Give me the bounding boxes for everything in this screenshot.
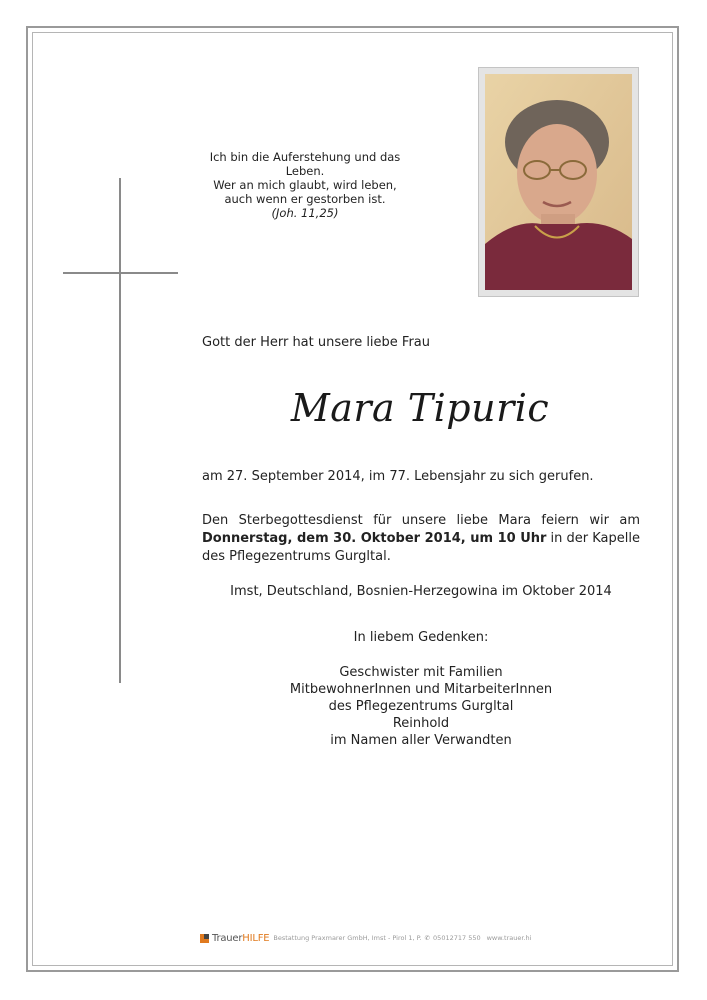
brand-name-accent: HILFE [242, 932, 270, 944]
intro-text: Gott der Herr hat unsere liebe Frau [202, 335, 431, 350]
place-and-date: Imst, Deutschland, Bosnien-Herzegowina im Oktober 2014 [230, 584, 612, 599]
portrait-image [485, 74, 632, 290]
mourner-line: des Pflegezentrums Gurgltal [328, 699, 514, 714]
brand-name-main: Trauer [212, 932, 243, 944]
mourner-line: Geschwister mit Familien [339, 665, 503, 680]
footer-web[interactable]: www.trauer.hi [486, 934, 532, 942]
brand-name [212, 933, 269, 944]
footer-company: Bestattung Praxmarer GmbH, Imst - Pirol 1, P. [273, 934, 422, 942]
brand-logo-icon [200, 934, 209, 943]
death-date-text: am 27. September 2014, im 77. Lebensjahr zu sich gerufen. [202, 469, 594, 484]
bible-verse [205, 150, 405, 220]
verse-line-3: auch wenn er gestorben ist. [224, 192, 386, 206]
verse-line-2: Wer an mich glaubt, wird leben, [213, 178, 397, 192]
service-text-after: in der Kapelle des Pflegezentrums Gurgltal. [202, 531, 640, 564]
cross-vertical-beam [119, 178, 121, 683]
mourner-line: MitbewohnerInnen und MitarbeiterInnen [289, 682, 553, 697]
cross-horizontal-beam [63, 272, 178, 274]
portrait-frame [478, 67, 639, 297]
verse-reference: (Joh. 11,25) [271, 206, 339, 220]
verse-line-1: Ich bin die Auferstehung und das Leben. [209, 150, 401, 178]
mourner-line: im Namen aller Verwandten [330, 733, 512, 748]
funeral-service-text [202, 512, 640, 566]
footer-phone: 05012717 550 [433, 934, 481, 942]
service-text-before: Den Sterbegottesdienst für unsere liebe Mara feiern wir am [202, 513, 640, 528]
mourner-line: Reinhold [392, 716, 450, 731]
service-date-bold: Donnerstag, dem 30. Oktober 2014, um 10 Uhr [202, 531, 547, 546]
portrait-photo [485, 74, 632, 290]
mourners-list [202, 664, 640, 749]
footer [200, 931, 531, 945]
phone-icon: ✆ [424, 934, 431, 942]
deceased-name: Mara Tipuric [290, 386, 550, 430]
in-memory-heading: In liebem Gedenken: [353, 630, 489, 645]
